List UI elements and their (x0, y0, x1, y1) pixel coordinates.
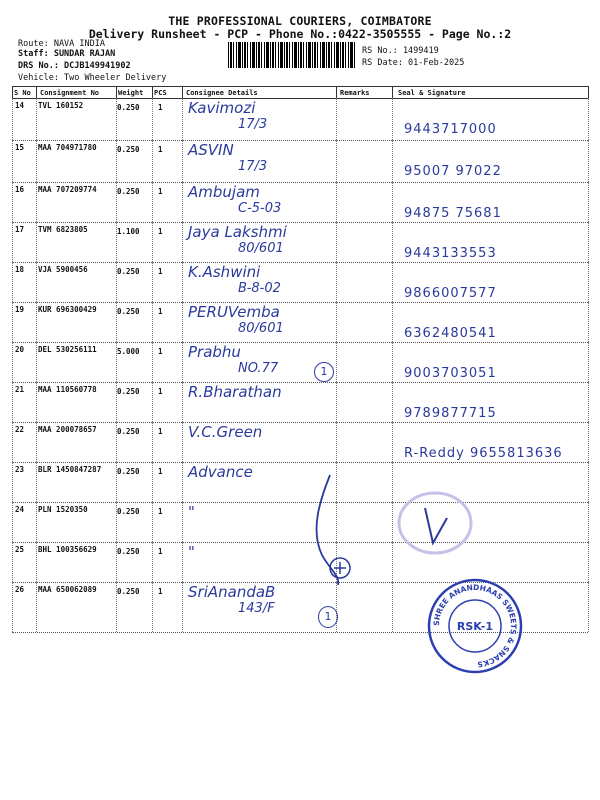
row-sno: 26 (15, 585, 25, 594)
table-left-border (12, 86, 13, 98)
col-divider (392, 86, 393, 98)
row-pcs: 1 (158, 507, 163, 516)
col-divider (588, 140, 589, 182)
row-pcs: 1 (158, 467, 163, 476)
col-divider (392, 342, 393, 382)
consignee-detail-handwritten: B-8-02 (238, 281, 281, 296)
col-divider (12, 382, 13, 422)
consignee-detail-handwritten: 17/3 (238, 117, 268, 132)
stamp-center-text: RSK-1 (456, 620, 494, 633)
row-pcs: 1 (158, 347, 163, 356)
row-weight: 5.000 (117, 347, 140, 356)
row-pcs: 1 (158, 145, 163, 154)
row-consignment: BHL 100356629 (38, 545, 97, 554)
col-divider (392, 140, 393, 182)
row-consignment: TVM 6823805 (38, 225, 88, 234)
remark-mark: 1 (314, 362, 334, 382)
runsheet-subtitle: Delivery Runsheet - PCP - Phone No.:0422-3505555 - Page No.:2 (88, 27, 512, 41)
row-sno: 20 (15, 345, 25, 354)
company-title: THE PROFESSIONAL COURIERS, COIMBATORE (168, 14, 432, 28)
row-consignment: PLN 1520350 (38, 505, 88, 514)
col-divider (36, 582, 37, 632)
row-consignment: MAA 200078657 (38, 425, 97, 434)
row-consignment: MAA 707209774 (38, 185, 97, 194)
barcode (228, 42, 356, 68)
consignee-detail-handwritten: C-5-03 (238, 201, 282, 216)
drs-label: DRS No.: DCJB149941902 (18, 61, 131, 71)
col-divider (182, 98, 183, 140)
col-divider (182, 86, 183, 98)
consignee-name-handwritten: Jaya Lakshmi (188, 223, 287, 241)
col-divider (182, 302, 183, 342)
consignee-detail-handwritten: NO.77 (238, 361, 279, 376)
col-divider (588, 382, 589, 422)
col-divider (12, 502, 13, 542)
table-top-border (12, 86, 588, 87)
row-consignment: KUR 696300429 (38, 305, 97, 314)
row-pcs: 1 (158, 227, 163, 236)
col-remarks: Remarks (340, 89, 370, 97)
signature-phone: 9866007577 (404, 286, 497, 301)
row-consignment: TVL 160152 (38, 101, 84, 110)
col-divider (336, 382, 337, 422)
col-divider (588, 222, 589, 262)
faded-stamp (395, 488, 475, 558)
signature-phone: 6362480541 (404, 326, 497, 341)
col-divider (392, 262, 393, 302)
row-divider (12, 182, 588, 183)
col-divider (336, 86, 337, 98)
remark-mark: 1 (318, 606, 338, 628)
col-seal: Seal & Signature (398, 89, 466, 97)
col-divider (36, 98, 37, 140)
signature-phone: 9443717000 (404, 122, 497, 137)
bracket-stroke (300, 470, 360, 590)
col-divider (392, 542, 393, 582)
row-sno: 15 (15, 143, 25, 152)
col-divider (12, 262, 13, 302)
row-weight: 0.250 (117, 307, 140, 316)
col-divider (116, 222, 117, 262)
col-divider (588, 462, 589, 502)
vehicle-label: Vehicle: Two Wheeler Delivery (18, 73, 167, 83)
rs-date-label: RS Date: 01-Feb-2025 (362, 58, 465, 68)
col-divider (588, 422, 589, 462)
route-label: Route: NAVA INDIA (18, 39, 105, 49)
col-divider (116, 342, 117, 382)
col-divider (152, 582, 153, 632)
row-sno: 17 (15, 225, 25, 234)
row-sno: 25 (15, 545, 25, 554)
signature-phone: 9003703051 (404, 366, 497, 381)
consignee-name-handwritten: " (188, 503, 195, 521)
col-divider (36, 422, 37, 462)
consignee-name-handwritten: Ambujam (188, 183, 260, 201)
col-divider (36, 86, 37, 98)
col-divider (152, 342, 153, 382)
col-divider (116, 382, 117, 422)
row-divider (12, 140, 588, 141)
row-weight: 0.250 (117, 427, 140, 436)
col-divider (336, 140, 337, 182)
row-pcs: 1 (158, 187, 163, 196)
consignee-name-handwritten: R.Bharathan (188, 383, 282, 401)
col-divider (336, 262, 337, 302)
row-consignment: MAA 110560778 (38, 385, 97, 394)
col-divider (116, 182, 117, 222)
col-divider (182, 542, 183, 582)
col-divider (36, 302, 37, 342)
col-divider (182, 422, 183, 462)
col-divider (182, 582, 183, 632)
col-divider (152, 502, 153, 542)
consignee-detail-handwritten: 80/601 (238, 241, 284, 256)
col-divider (36, 182, 37, 222)
row-divider (12, 222, 588, 223)
table-right-border (588, 86, 589, 98)
col-divider (12, 582, 13, 632)
row-pcs: 1 (158, 547, 163, 556)
col-divider (116, 422, 117, 462)
col-divider (588, 262, 589, 302)
col-divider (182, 140, 183, 182)
signature-phone: 9789877715 (404, 406, 497, 421)
row-consignment: BLR 1450847287 (38, 465, 102, 474)
row-divider (12, 262, 588, 263)
col-divider (116, 140, 117, 182)
col-divider (152, 182, 153, 222)
row-sno: 14 (15, 101, 25, 110)
col-divider (116, 502, 117, 542)
row-pcs: 1 (158, 307, 163, 316)
row-pcs: 1 (158, 103, 163, 112)
row-consignment: MAA 704971780 (38, 143, 97, 152)
col-divider (116, 302, 117, 342)
col-divider (336, 98, 337, 140)
col-divider (588, 182, 589, 222)
col-divider (36, 542, 37, 582)
consignee-detail-handwritten: 80/601 (238, 321, 284, 336)
col-divider (12, 462, 13, 502)
consignee-detail-handwritten: 17/3 (238, 159, 268, 174)
consignee-name-handwritten: V.C.Green (188, 423, 263, 441)
shop-stamp (425, 576, 525, 676)
col-divider (182, 502, 183, 542)
col-divider (152, 262, 153, 302)
row-divider (12, 382, 588, 383)
col-divider (588, 502, 589, 542)
col-divider (392, 422, 393, 462)
row-sno: 16 (15, 185, 25, 194)
col-divider (588, 342, 589, 382)
consignee-name-handwritten: ASVIN (188, 141, 234, 159)
col-divider (116, 582, 117, 632)
col-divider (12, 182, 13, 222)
row-weight: 0.250 (117, 587, 140, 596)
row-sno: 24 (15, 505, 25, 514)
row-consignment: DEL 530256111 (38, 345, 97, 354)
col-divider (116, 542, 117, 582)
col-consignment: Consignment No (40, 89, 100, 97)
row-sno: 21 (15, 385, 25, 394)
col-divider (336, 182, 337, 222)
row-weight: 0.250 (117, 547, 140, 556)
col-divider (116, 462, 117, 502)
col-divider (152, 86, 153, 98)
col-divider (116, 98, 117, 140)
col-divider (588, 302, 589, 342)
consignee-detail-handwritten: 143/F (238, 601, 275, 616)
consignee-name-handwritten: PERUVemba (188, 303, 280, 321)
signature-phone: 95007 97022 (404, 164, 502, 179)
consignee-name-handwritten: Kavimozi (188, 99, 256, 117)
col-divider (336, 302, 337, 342)
row-pcs: 1 (158, 587, 163, 596)
col-divider (182, 262, 183, 302)
col-divider (36, 262, 37, 302)
row-pcs: 1 (158, 427, 163, 436)
col-divider (182, 462, 183, 502)
col-pcs: PCS (154, 89, 167, 97)
col-divider (182, 182, 183, 222)
col-divider (392, 582, 393, 632)
col-divider (12, 542, 13, 582)
col-divider (116, 262, 117, 302)
col-divider (36, 502, 37, 542)
col-sno: S No (14, 89, 31, 97)
col-divider (152, 422, 153, 462)
col-divider (116, 86, 117, 98)
row-weight: 1.100 (117, 227, 140, 236)
consignee-name-handwritten: " (188, 543, 195, 561)
row-weight: 0.250 (117, 145, 140, 154)
col-divider (588, 98, 589, 140)
row-weight: 0.250 (117, 507, 140, 516)
col-divider (36, 462, 37, 502)
col-divider (336, 342, 337, 382)
row-weight: 0.250 (117, 187, 140, 196)
col-divider (152, 382, 153, 422)
consignee-name-handwritten: SriAnandaB (188, 583, 276, 601)
col-divider (12, 422, 13, 462)
stamp-ring-text: SHREE ANANDHAAS SWEETS & SNACKS (431, 582, 519, 669)
col-divider (182, 382, 183, 422)
row-weight: 0.250 (117, 387, 140, 396)
col-divider (392, 222, 393, 262)
col-divider (392, 502, 393, 542)
staff-label: Staff: SUNDAR RAJAN (18, 49, 116, 59)
row-divider (12, 302, 588, 303)
col-weight: Weight (118, 89, 144, 97)
col-divider (152, 542, 153, 582)
row-sno: 22 (15, 425, 25, 434)
col-divider (392, 98, 393, 140)
consignee-name-handwritten: Advance (188, 463, 253, 481)
col-divider (152, 222, 153, 262)
consignee-name-handwritten: Prabhu (188, 343, 241, 361)
col-divider (12, 302, 13, 342)
row-sno: 23 (15, 465, 25, 474)
row-consignment: MAA 650062089 (38, 585, 97, 594)
col-divider (336, 222, 337, 262)
consignee-name-handwritten: K.Ashwini (188, 263, 261, 281)
col-divider (152, 462, 153, 502)
col-divider (12, 342, 13, 382)
col-divider (336, 422, 337, 462)
row-weight: 0.250 (117, 267, 140, 276)
col-divider (12, 140, 13, 182)
row-pcs: 1 (158, 387, 163, 396)
col-details: Consignee Details (186, 89, 258, 97)
row-sno: 18 (15, 265, 25, 274)
signature-phone: R-Reddy 9655813636 (404, 446, 563, 461)
row-weight: 0.250 (117, 103, 140, 112)
header-divider (12, 98, 588, 99)
col-divider (36, 140, 37, 182)
row-sno: 19 (15, 305, 25, 314)
row-consignment: VJA 5900456 (38, 265, 88, 274)
signature-phone: 9443133553 (404, 246, 497, 261)
col-divider (588, 582, 589, 632)
rs-no-label: RS No.: 1499419 (362, 46, 439, 56)
col-divider (392, 382, 393, 422)
row-divider (12, 462, 588, 463)
col-divider (588, 542, 589, 582)
col-divider (152, 302, 153, 342)
col-divider (36, 342, 37, 382)
row-divider (12, 422, 588, 423)
col-divider (36, 222, 37, 262)
col-divider (12, 98, 13, 140)
row-divider (12, 342, 588, 343)
col-divider (392, 302, 393, 342)
row-weight: 0.250 (117, 467, 140, 476)
col-divider (12, 222, 13, 262)
col-divider (182, 342, 183, 382)
col-divider (152, 140, 153, 182)
col-divider (392, 182, 393, 222)
col-divider (182, 222, 183, 262)
col-divider (36, 382, 37, 422)
signature-phone: 94875 75681 (404, 206, 502, 221)
col-divider (152, 98, 153, 140)
row-pcs: 1 (158, 267, 163, 276)
col-divider (392, 462, 393, 502)
